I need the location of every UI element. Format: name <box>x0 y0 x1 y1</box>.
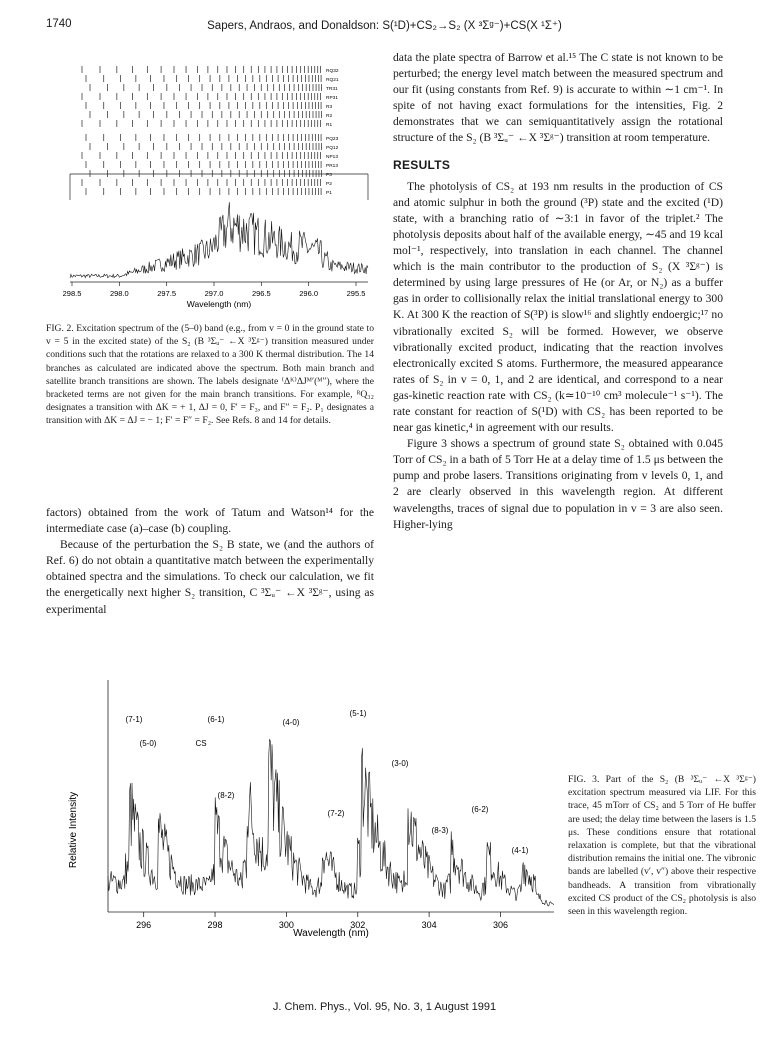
x-tick-label: 296 <box>136 920 152 930</box>
x-tick-label: 302 <box>350 920 366 930</box>
band-label: (4-1) <box>511 846 529 855</box>
figure-3-spectrum-trace <box>108 739 554 906</box>
band-label: (6-1) <box>207 715 225 724</box>
figure-2-x-label: Wavelength (nm) <box>186 299 252 309</box>
branch-label: P1 <box>326 191 332 196</box>
x-tick-label: 297.0 <box>204 289 224 298</box>
band-label: (6-2) <box>471 805 489 814</box>
x-tick-label: 297.5 <box>157 289 177 298</box>
band-label: (3-0) <box>391 759 409 768</box>
figure-3-band-labels <box>126 709 529 855</box>
x-tick-label: 295.5 <box>346 289 366 298</box>
journal-footer: J. Chem. Phys., Vol. 95, No. 3, 1 August 1991 <box>272 1001 497 1013</box>
figure-3-y-label: Relative Intensity <box>68 791 79 869</box>
band-label: (8-2) <box>217 791 235 800</box>
left-paragraph-2: Because of the perturbation the S₂ B state, we (and the authors of Ref. 6) do not obtain a quantitative match between the experimentally obtained spectra and the simulations. To check our calculation, we fit the energetically next higher S₂ transition, C ³Σᵤ⁻ ←X ³Σᵍ⁻, using as experimental <box>46 538 374 616</box>
x-tick-label: 298.0 <box>109 289 129 298</box>
band-label: (5-1) <box>349 709 367 718</box>
figure-3 <box>96 672 566 982</box>
figure-3-caption: FIG. 3. Part of the S₂ (B ³Σᵤ⁻ ←X ³Σᵍ⁻) excitation spectrum measured via LIF. For this trace, 45 mTorr of CS₂ and 5 Torr of He buffer are used; the delay time between the lasers is 1.5 μs. These conditions ensure that rotational relaxation is complete, but that the vibrational distribution remains the initial one. The vibronic bands are labelled (v′, v″) above their respective bandheads. A transition from vibrationally excited CS product of the CS₂ photolysis is also seen in this wavelength region. <box>568 774 756 918</box>
branch-label: P3 <box>326 173 332 178</box>
figure-2-spectrum-trace <box>70 202 368 278</box>
band-label: (8-3) <box>431 826 449 835</box>
band-label: (7-1) <box>125 715 143 724</box>
left-paragraph-1: factors) obtained from the work of Tatum and Watson¹⁴ for the intermediate case (a)–case (b) coupling. <box>46 506 374 536</box>
x-tick-label: 306 <box>492 920 508 930</box>
figure-2 <box>60 60 372 310</box>
x-tick-label: 304 <box>421 920 437 930</box>
branch-label: P2 <box>326 182 332 187</box>
x-tick-label: 296.5 <box>251 289 271 298</box>
running-title: Sapers, Andraos, and Donaldson: S(¹D)+CS₂→S₂ (X ³Σᵍ⁻)+CS(X ¹Σ⁺) <box>207 20 562 32</box>
branch-label: RP31 <box>326 96 338 101</box>
figure-3-x-label: Wavelength (nm) <box>293 928 369 939</box>
branch-label: RQ21 <box>326 78 339 83</box>
x-tick-label: 298 <box>207 920 223 930</box>
branch-label: R1 <box>326 123 333 128</box>
band-label: CS <box>195 739 207 748</box>
figure-3-y-label-holder <box>60 760 82 900</box>
x-tick-label: 300 <box>278 920 294 930</box>
branch-label: R3 <box>326 105 333 110</box>
left-column <box>46 505 374 618</box>
branch-label: PQ12 <box>326 146 339 151</box>
right-column <box>393 50 723 533</box>
x-tick-label: 298.5 <box>62 289 82 298</box>
band-label: (7-2) <box>327 809 345 818</box>
section-heading-results: RESULTS <box>393 157 451 172</box>
branch-label: R2 <box>326 114 333 119</box>
branch-label: RQ32 <box>326 69 339 74</box>
page-number: 1740 <box>46 18 72 30</box>
band-label: (4-0) <box>282 718 300 727</box>
branch-label: NP13 <box>326 155 338 160</box>
figure-2-branch-ticks <box>82 66 322 195</box>
right-paragraph-3: Figure 3 shows a spectrum of ground state S₂ obtained with 0.045 Torr of CS₂ in a bath of 5 Torr He at a delay time of 1.5 μs between the pump and probe lasers. Transitions originating from v levels 0, 1, and 2 are clearly observed in this wavelength region. At different wavelengths, traces of signal due to population in v = 3 are also seen. Higher-lying <box>393 437 723 531</box>
branch-label: PR13 <box>326 164 338 169</box>
figure-2-x-ticks <box>63 282 366 298</box>
branch-label: PQ23 <box>326 137 339 142</box>
figure-2-caption: FIG. 2. Excitation spectrum of the (5–0) band (e.g., from v = 0 in the ground state to v = 5 in the excited state) of the S₂ (B ³Σᵤ⁻ ←X ³Σᵍ⁻) transition measured under conditions such that the rotations are relaxed to a 300 K thermal distribution. The 14 branches as calculated are indicated above the spectrum. Both main branch and satellite branch transitions are shown. The labels designate ⁽Δᴷ⁾ΔJᴹ′(ᴹ″), where the bracketed terms are not given for the main branch transitions. For example, ᴿQ₃₂ designates a transition with ΔK = + 1, ΔJ = 0, F′ = F₃, and F″ = F₂. P₁ designates a transition with ΔK = ΔJ = − 1; F′ = F″ = F₂. See Refs. 8 and 14 for details. <box>46 323 374 427</box>
right-paragraph-2: The photolysis of CS₂ at 193 nm results in the production of CS and atomic sulphur in both the ground (³P) state and the excited (¹D) state, with a branching ratio of ∼3:1 in favor of the triplet.² The photolysis deposits about half of the available energy, ∼45 and 19 kcal mol⁻¹, respectively, into translation in each channel. The channel which is the main contributor to the production of S₂ (X ³Σᵍ⁻) is determined by using large pressures of He (or Ar, or N₂) as a buffer gas in order to collisionally relax the initial translational energy to 300 K. At 300 K the reaction of S(³P) is slow¹⁶ and slightly endoergic;¹⁷ no vibrationally excited S₂ will be formed. However, we observe vibrationally excited product, indicating that the reaction involves electronically excited S atoms. Furthermore, the measured appearance rates of S₂ in v = 0, 1, and 2 are identical, and correspond to a near gas-kinetic reaction rate with CS₂ (k≃10⁻¹⁰ cm³ molecule⁻¹ s⁻¹). The rate constant for reaction of S(¹D) with CS₂ has been reported to be near gas kinetic,⁴ in agreement with our results. <box>393 179 723 435</box>
figure-2-branch-labels <box>326 68 339 196</box>
band-label: (5-0) <box>139 739 157 748</box>
x-tick-label: 296.0 <box>299 289 319 298</box>
right-paragraph-1: data the plate spectra of Barrow et al.¹⁵ The C state is not known to be perturbed; the energy level match between the measured spectrum and our fit (using constants from Ref. 9) is accurate to within ∼1 cm⁻¹. In spite of not having exact formulations for the intensities, Fig. 2 demonstrates that we can semiquantitatively assign the rotational structure of the S₂ (B ³Σᵤ⁻ ←X ³Σᵍ⁻) transition at room temperature. <box>393 51 723 145</box>
branch-label: TR31 <box>326 87 338 92</box>
